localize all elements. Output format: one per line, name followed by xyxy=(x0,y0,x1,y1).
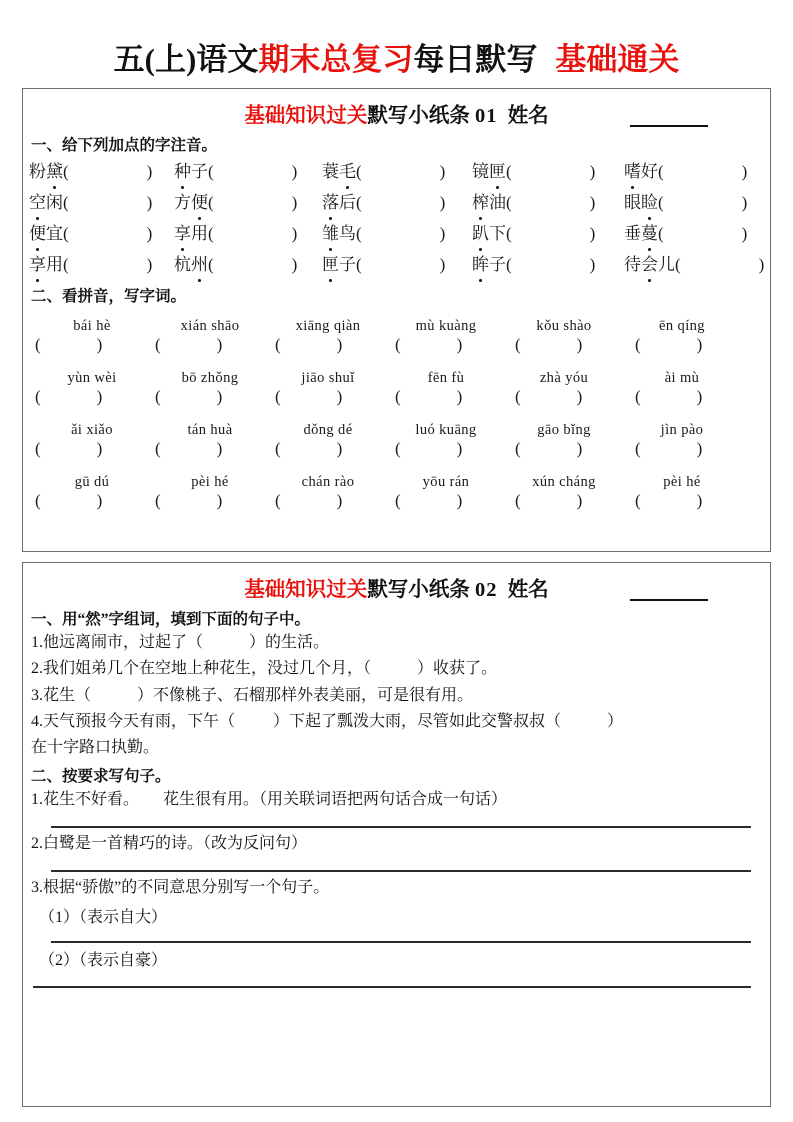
dotted-char: 黛 xyxy=(46,157,63,182)
answer-paren-close: ) xyxy=(576,387,583,406)
sheet02-q1-item2 xyxy=(31,657,770,681)
pinyin-answer-cell[interactable] xyxy=(513,387,633,407)
worksheet-02-header xyxy=(23,563,770,604)
zhuyin-item xyxy=(29,157,174,182)
pinyin-answer-cell[interactable] xyxy=(513,491,633,511)
sheet02-q2-item2: 2.白鹭是一首精巧的诗。（改为反问句） xyxy=(31,834,308,852)
answer-paren-open: ( xyxy=(63,162,69,181)
answer-paren-open: ( xyxy=(635,387,641,406)
dotted-char: 便 xyxy=(29,219,46,244)
zhuyin-item xyxy=(322,219,472,244)
answer-paren-open: ( xyxy=(635,439,641,458)
worksheet-02-title-red: 基础知识过关 xyxy=(244,579,368,601)
zhuyin-word xyxy=(624,157,658,182)
worksheet-01-header xyxy=(23,89,770,130)
answer-paren-close: ) xyxy=(456,491,463,510)
answer-paren-close: ) xyxy=(146,255,153,274)
answer-paren-open: ( xyxy=(658,224,664,243)
answer-paren-close: ) xyxy=(216,335,223,354)
pinyin-label: yùn wèi xyxy=(67,370,117,386)
q1-item3-post: ）不像桃子、石榴那样外表美丽，可是很有用。 xyxy=(137,686,474,704)
answer-paren-close: ) xyxy=(291,193,298,212)
plain-char: 下 xyxy=(489,224,506,243)
pinyin-label: yōu rán xyxy=(422,474,470,490)
answer-paren-close: ) xyxy=(696,439,703,458)
zhuyin-item xyxy=(472,219,624,244)
pinyin-label: tán huà xyxy=(187,422,233,438)
answer-paren-close: ) xyxy=(291,162,298,181)
pinyin-answer-cell[interactable] xyxy=(273,491,393,511)
answer-paren-open: ( xyxy=(635,335,641,354)
answer-paren-close: ) xyxy=(456,439,463,458)
answer-paren-open: ( xyxy=(208,162,214,181)
answer-paren-open: ( xyxy=(275,387,281,406)
answer-paren-close: ) xyxy=(291,255,298,274)
zhuyin-word xyxy=(322,188,356,213)
plain-char: 鸟 xyxy=(339,224,356,243)
zhuyin-item xyxy=(29,250,174,275)
plain-char: 待 xyxy=(624,255,641,274)
answer-paren-open: ( xyxy=(35,387,41,406)
sheet02-q1-item4 xyxy=(31,710,770,734)
answer-paren-open: ( xyxy=(356,255,362,274)
zhuyin-row xyxy=(29,219,765,250)
zhuyin-word xyxy=(29,219,63,244)
pinyin-answer-cell[interactable] xyxy=(153,439,273,459)
pinyin-label: bō zhǒng xyxy=(181,370,239,386)
zhuyin-word xyxy=(174,219,208,244)
worksheet-02-number: 02 xyxy=(474,579,498,601)
answer-paren-open: ( xyxy=(635,491,641,510)
answer-paren-close: ) xyxy=(696,335,703,354)
answer-paren-open: ( xyxy=(35,491,41,510)
pinyin-answer-row xyxy=(33,387,775,412)
answer-paren-open: ( xyxy=(63,193,69,212)
worksheet-02-name-blank[interactable] xyxy=(630,599,708,601)
plain-char: 子 xyxy=(339,255,356,274)
plain-char: 儿 xyxy=(658,255,675,274)
answer-paren-close: ) xyxy=(336,335,343,354)
pinyin-answer-cell[interactable] xyxy=(273,387,393,407)
answer-paren-open: ( xyxy=(356,193,362,212)
pinyin-label: dǒng dé xyxy=(303,422,353,438)
answer-paren-close: ) xyxy=(741,224,748,243)
zhuyin-word xyxy=(472,219,506,244)
zhuyin-item xyxy=(472,157,624,182)
pinyin-answer-cell[interactable] xyxy=(633,439,753,459)
sheet01-section1-heading: 一、给下列加点的字注音。 xyxy=(31,137,218,154)
dotted-char: 种 xyxy=(174,157,191,182)
pinyin-answer-cell[interactable] xyxy=(153,387,273,407)
answer-paren-open: ( xyxy=(208,224,214,243)
pinyin-answer-row xyxy=(33,491,775,516)
sheet02-q3-sub1: （1）（表示自大） xyxy=(39,908,168,926)
pinyin-label: ǎi xiǎo xyxy=(71,422,113,438)
pinyin-label: jìn pào xyxy=(660,422,704,438)
plain-char: 用 xyxy=(46,255,63,274)
plain-char: 子 xyxy=(489,255,506,274)
worksheet-02-name-label: 姓名 xyxy=(507,579,549,601)
zhuyin-item xyxy=(322,157,472,182)
dotted-char: 睑 xyxy=(641,188,658,213)
plain-char: 杭 xyxy=(174,255,191,274)
pinyin-answer-cell[interactable] xyxy=(513,439,633,459)
zhuyin-item xyxy=(174,250,322,275)
dotted-char: 蔓 xyxy=(641,219,658,244)
zhuyin-item xyxy=(174,219,322,244)
answer-paren-close: ) xyxy=(96,335,103,354)
answer-paren-close: ) xyxy=(456,387,463,406)
answer-line-1[interactable] xyxy=(51,826,751,828)
answer-paren-open: ( xyxy=(275,491,281,510)
pinyin-row xyxy=(33,412,775,439)
zhuyin-item xyxy=(174,188,322,213)
zhuyin-item xyxy=(624,250,764,275)
answer-paren-close: ) xyxy=(96,439,103,458)
dotted-char: 享 xyxy=(174,219,191,244)
sheet01-section2-heading: 二、看拼音，写字词。 xyxy=(31,288,187,305)
pinyin-answer-cell[interactable] xyxy=(633,335,753,355)
answer-paren-open: ( xyxy=(356,224,362,243)
pinyin-label: mù kuàng xyxy=(415,318,477,334)
pinyin-answer-cell[interactable] xyxy=(33,491,153,511)
pinyin-label: xún cháng xyxy=(532,474,596,490)
pinyin-label: gū dú xyxy=(74,474,110,490)
dotted-char: 匣 xyxy=(322,250,339,275)
dotted-char: 会 xyxy=(641,250,658,275)
dotted-char: 眸 xyxy=(472,250,489,275)
answer-paren-close: ) xyxy=(216,491,223,510)
pinyin-label: bái hè xyxy=(73,318,111,334)
sheet02-q1-item4-cont: 在十字路口执勤。 xyxy=(31,739,160,757)
title-part-1: 五(上)语文 xyxy=(113,42,259,77)
answer-paren-open: ( xyxy=(515,439,521,458)
answer-paren-close: ) xyxy=(696,491,703,510)
zhuyin-word xyxy=(624,250,675,275)
zhuyin-item xyxy=(624,188,764,213)
answer-paren-open: ( xyxy=(356,162,362,181)
zhuyin-row xyxy=(29,188,765,219)
q1-item4-pre: 4.天气预报今天有雨，下午（ xyxy=(31,712,236,730)
answer-paren-open: ( xyxy=(658,193,664,212)
zhuyin-word xyxy=(322,219,356,244)
answer-paren-open: ( xyxy=(515,387,521,406)
plain-char: 闲 xyxy=(46,193,63,212)
zhuyin-item xyxy=(472,188,624,213)
answer-paren-open: ( xyxy=(506,162,512,181)
worksheet-01-name-blank[interactable] xyxy=(630,125,708,127)
answer-paren-close: ) xyxy=(439,224,446,243)
pinyin-label: pèi hé xyxy=(663,474,701,490)
pinyin-answer-cell[interactable] xyxy=(273,335,393,355)
answer-paren-open: ( xyxy=(515,335,521,354)
answer-paren-open: ( xyxy=(675,255,681,274)
pinyin-label: xiāng qiàn xyxy=(295,318,361,334)
pinyin-answer-cell[interactable] xyxy=(153,491,273,511)
dotted-char: 毛 xyxy=(339,157,356,182)
plain-char: 粉 xyxy=(29,162,46,181)
answer-paren-close: ) xyxy=(576,439,583,458)
answer-paren-open: ( xyxy=(63,224,69,243)
answer-paren-open: ( xyxy=(506,193,512,212)
answer-paren-close: ) xyxy=(456,335,463,354)
answer-paren-open: ( xyxy=(275,335,281,354)
worksheet-01-name-label: 姓名 xyxy=(507,105,549,127)
pinyin-label: fēn fù xyxy=(427,370,465,386)
pinyin-answer-row xyxy=(33,439,775,464)
pinyin-label: zhà yóu xyxy=(539,370,589,386)
answer-paren-close: ) xyxy=(146,162,153,181)
answer-paren-open: ( xyxy=(155,439,161,458)
dotted-char: 雏 xyxy=(322,219,339,244)
zhuyin-item xyxy=(322,188,472,213)
title-part-4: 基础通关 xyxy=(555,42,680,77)
pinyin-answer-cell[interactable] xyxy=(153,335,273,355)
zhuyin-word xyxy=(624,219,658,244)
title-part-2: 期末总复习 xyxy=(258,42,414,77)
pinyin-answer-cell[interactable] xyxy=(33,387,153,407)
worksheet-01-title-black: 默写小纸条 xyxy=(367,105,470,127)
zhuyin-word xyxy=(29,157,63,182)
pinyin-row xyxy=(33,464,775,491)
answer-paren-close: ) xyxy=(758,255,765,274)
answer-paren-open: ( xyxy=(506,255,512,274)
worksheet-card-01 xyxy=(22,88,771,552)
dotted-char: 榨 xyxy=(472,188,489,213)
sheet02-q2-item3: 3.根据“骄傲”的不同意思分别写一个句子。 xyxy=(31,879,330,897)
pinyin-label: ēn qíng xyxy=(659,318,705,334)
answer-paren-open: ( xyxy=(395,387,401,406)
zhuyin-item xyxy=(29,219,174,244)
pinyin-answer-cell[interactable] xyxy=(393,439,513,459)
pinyin-answer-cell[interactable] xyxy=(633,387,753,407)
dotted-char: 落 xyxy=(322,188,339,213)
dotted-char: 匣 xyxy=(489,157,506,182)
answer-paren-close: ) xyxy=(216,439,223,458)
pinyin-answer-cell[interactable] xyxy=(393,491,513,511)
zhuyin-item xyxy=(322,250,472,275)
plain-char: 油 xyxy=(489,193,506,212)
answer-paren-open: ( xyxy=(208,193,214,212)
answer-paren-close: ) xyxy=(336,387,343,406)
zhuyin-word xyxy=(174,250,208,275)
worksheet-card-02 xyxy=(22,562,771,1107)
pinyin-answer-cell[interactable] xyxy=(393,335,513,355)
answer-paren-close: ) xyxy=(216,387,223,406)
zhuyin-word xyxy=(174,188,208,213)
answer-paren-open: ( xyxy=(155,335,161,354)
sheet02-section2-heading: 二、按要求写句子。 xyxy=(31,767,171,785)
sheet02-section1-heading: 一、用“然”字组词，填到下面的句子中。 xyxy=(31,611,311,628)
answer-paren-close: ) xyxy=(576,335,583,354)
answer-paren-close: ) xyxy=(741,162,748,181)
pinyin-row xyxy=(33,308,775,335)
answer-paren-open: ( xyxy=(35,335,41,354)
pinyin-answer-cell[interactable] xyxy=(33,335,153,355)
plain-char: 方 xyxy=(174,193,191,212)
answer-paren-close: ) xyxy=(439,193,446,212)
plain-char: 垂 xyxy=(624,224,641,243)
zhuyin-row xyxy=(29,157,765,188)
answer-paren-close: ) xyxy=(439,255,446,274)
dotted-char: 享 xyxy=(29,250,46,275)
answer-paren-close: ) xyxy=(146,193,153,212)
worksheet-02-title-black: 默写小纸条 xyxy=(367,579,470,601)
pinyin-label: luó kuāng xyxy=(415,422,477,438)
q1-item4-post: ）下起了瓢泼大雨，尽管如此交警叔叔（ xyxy=(273,712,562,730)
plain-char: 用 xyxy=(191,224,208,243)
answer-paren-open: ( xyxy=(275,439,281,458)
answer-paren-open: ( xyxy=(35,439,41,458)
dotted-char: 便 xyxy=(191,188,208,213)
pinyin-label: ài mù xyxy=(664,370,700,386)
answer-paren-open: ( xyxy=(515,491,521,510)
answer-paren-open: ( xyxy=(506,224,512,243)
answer-paren-close: ) xyxy=(439,162,446,181)
dotted-char: 州 xyxy=(191,250,208,275)
pinyin-answer-cell[interactable] xyxy=(393,387,513,407)
answer-line-2[interactable] xyxy=(51,870,751,872)
zhuyin-item xyxy=(472,250,624,275)
plain-char: 好 xyxy=(641,162,658,181)
plain-char: 子 xyxy=(191,162,208,181)
sheet02-q2-item1: 1.花生不好看。 花生很有用。（用关联词语把两句话合成一句话） xyxy=(31,790,508,808)
answer-paren-open: ( xyxy=(395,439,401,458)
plain-char: 后 xyxy=(339,193,356,212)
sheet02-q3-sub2: （2）（表示自豪） xyxy=(39,951,168,969)
zhuyin-item xyxy=(29,188,174,213)
zhuyin-word xyxy=(322,157,356,182)
plain-char: 镜 xyxy=(472,162,489,181)
pinyin-label: jiāo shuǐ xyxy=(301,370,355,386)
dotted-char: 趴 xyxy=(472,219,489,244)
zhuyin-word xyxy=(472,157,506,182)
zhuyin-item xyxy=(174,157,322,182)
answer-paren-open: ( xyxy=(208,255,214,274)
pinyin-label: pèi hé xyxy=(191,474,229,490)
answer-paren-open: ( xyxy=(395,335,401,354)
answer-paren-close: ) xyxy=(291,224,298,243)
q1-item4-tail: ） xyxy=(607,712,624,730)
answer-paren-close: ) xyxy=(576,491,583,510)
pinyin-answer-cell[interactable] xyxy=(633,491,753,511)
answer-paren-close: ) xyxy=(741,193,748,212)
answer-paren-open: ( xyxy=(395,491,401,510)
q1-item2-post: ）收获了。 xyxy=(417,660,498,678)
answer-line-3[interactable] xyxy=(51,941,751,943)
sheet02-q1-item1 xyxy=(31,631,770,655)
q1-item3-pre: 3.花生（ xyxy=(31,686,92,704)
answer-paren-open: ( xyxy=(63,255,69,274)
plain-char: 蓑 xyxy=(322,162,339,181)
worksheet-01-title-red: 基础知识过关 xyxy=(244,105,368,127)
pinyin-row xyxy=(33,360,775,387)
pinyin-grid xyxy=(33,308,775,516)
plain-char: 眼 xyxy=(624,193,641,212)
answer-paren-close: ) xyxy=(589,255,596,274)
answer-paren-close: ) xyxy=(589,193,596,212)
pinyin-answer-cell[interactable] xyxy=(273,439,393,459)
answer-paren-open: ( xyxy=(155,387,161,406)
answer-paren-close: ) xyxy=(96,491,103,510)
zhuyin-word xyxy=(174,157,208,182)
q1-item2-pre: 2.我们姐弟几个在空地上种花生，没过几个月，（ xyxy=(31,660,372,678)
q1-item1-post: ）的生活。 xyxy=(249,634,330,651)
answer-paren-close: ) xyxy=(589,162,596,181)
pinyin-label: kǒu shào xyxy=(536,318,592,334)
pinyin-answer-cell[interactable] xyxy=(513,335,633,355)
plain-char: 宜 xyxy=(46,224,63,243)
zhuyin-word xyxy=(624,188,658,213)
pinyin-label: gāo bǐng xyxy=(537,422,591,438)
zhuyin-word xyxy=(472,250,506,275)
answer-paren-close: ) xyxy=(336,439,343,458)
title-part-3: 每日默写 xyxy=(413,42,538,77)
sheet02-q1-item3 xyxy=(31,684,770,708)
page-title xyxy=(0,0,793,85)
zhuyin-item xyxy=(624,157,764,182)
answer-paren-close: ) xyxy=(589,224,596,243)
answer-paren-close: ) xyxy=(696,387,703,406)
pinyin-label: xián shāo xyxy=(180,318,240,334)
zhuyin-row xyxy=(29,250,765,281)
dotted-char: 嗜 xyxy=(624,157,641,182)
answer-paren-open: ( xyxy=(658,162,664,181)
pinyin-answer-cell[interactable] xyxy=(33,439,153,459)
zhuyin-grid xyxy=(29,157,765,281)
zhuyin-word xyxy=(29,250,63,275)
zhuyin-word xyxy=(472,188,506,213)
worksheet-01-number: 01 xyxy=(474,105,498,127)
zhuyin-word xyxy=(322,250,356,275)
pinyin-label: chán rào xyxy=(301,474,355,490)
answer-paren-close: ) xyxy=(336,491,343,510)
answer-paren-close: ) xyxy=(146,224,153,243)
answer-line-4[interactable] xyxy=(33,986,751,988)
zhuyin-item xyxy=(624,219,764,244)
dotted-char: 空 xyxy=(29,188,46,213)
answer-paren-open: ( xyxy=(155,491,161,510)
zhuyin-word xyxy=(29,188,63,213)
answer-paren-close: ) xyxy=(96,387,103,406)
pinyin-answer-row xyxy=(33,335,775,360)
q1-item1-pre: 1.他远离闹市，过起了（ xyxy=(31,634,204,651)
